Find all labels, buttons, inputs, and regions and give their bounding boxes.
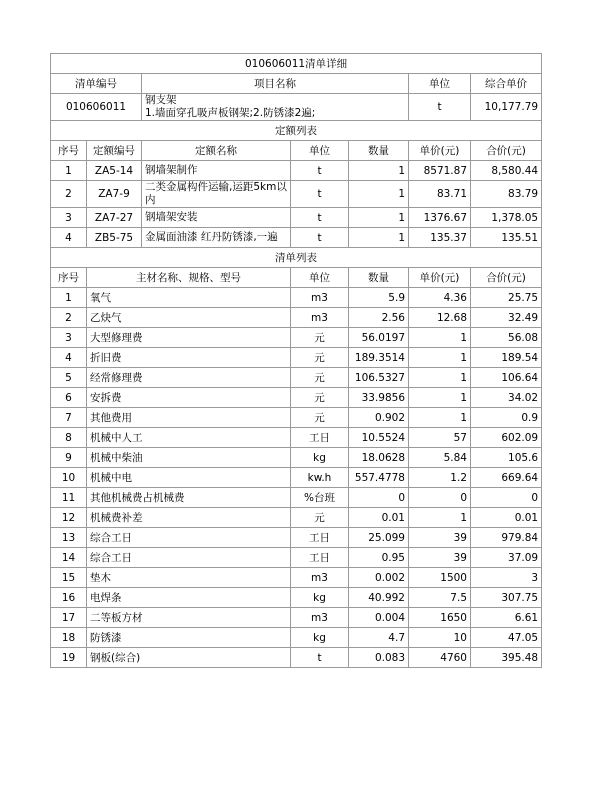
material-qty: 0.902 (349, 408, 409, 428)
material-qty: 0.004 (349, 608, 409, 628)
name-header: 项目名称 (142, 74, 409, 94)
material-unit: 元 (291, 348, 349, 368)
page-title: 010606011清单详细 (51, 54, 542, 74)
material-total: 56.08 (471, 328, 542, 348)
material-total: 189.54 (471, 348, 542, 368)
material-name: 其他机械费占机械费 (87, 488, 291, 508)
material-seq: 10 (51, 468, 87, 488)
quota-name: 二类金属构件运输,运距5km以内 (142, 181, 291, 208)
material-name: 防锈漆 (87, 628, 291, 648)
quota-code: ZA7-9 (87, 181, 142, 208)
material-total: 395.48 (471, 648, 542, 668)
material-qty: 40.992 (349, 588, 409, 608)
material-unit: 元 (291, 408, 349, 428)
material-unit-price: 4.36 (409, 288, 471, 308)
mat-qty-header: 数量 (349, 268, 409, 288)
material-qty: 0.01 (349, 508, 409, 528)
item-name-line2: 1.墙面穿孔吸声板钢架;2.防锈漆2遍; (145, 107, 316, 119)
item-code: 010606011 (51, 94, 142, 121)
material-unit-price: 39 (409, 528, 471, 548)
quota-unit-price: 135.37 (409, 228, 471, 248)
material-seq: 2 (51, 308, 87, 328)
quota-unit: t (291, 161, 349, 181)
mat-name-header: 主材名称、规格、型号 (87, 268, 291, 288)
material-total: 25.75 (471, 288, 542, 308)
material-row (51, 488, 542, 508)
material-qty: 189.3514 (349, 348, 409, 368)
material-total: 34.02 (471, 388, 542, 408)
material-unit: m3 (291, 308, 349, 328)
quota-unit-price: 83.71 (409, 181, 471, 208)
quota-row (51, 161, 542, 181)
quota-code: ZA5-14 (87, 161, 142, 181)
material-total: 307.75 (471, 588, 542, 608)
material-row (51, 648, 542, 668)
material-qty: 106.5327 (349, 368, 409, 388)
quota-unit-header: 单位 (291, 141, 349, 161)
quota-name: 钢墙架制作 (142, 161, 291, 181)
material-qty: 557.4778 (349, 468, 409, 488)
material-name: 机械中人工 (87, 428, 291, 448)
material-qty: 0.083 (349, 648, 409, 668)
material-row (51, 528, 542, 548)
material-row (51, 288, 542, 308)
material-total: 3 (471, 568, 542, 588)
material-seq: 5 (51, 368, 87, 388)
material-unit-price: 1 (409, 368, 471, 388)
material-unit-price: 4760 (409, 648, 471, 668)
quota-code: ZB5-75 (87, 228, 142, 248)
quota-total-header: 合价(元) (471, 141, 542, 161)
quota-seq-header: 序号 (51, 141, 87, 161)
material-unit-price: 7.5 (409, 588, 471, 608)
material-name: 综合工日 (87, 528, 291, 548)
material-qty: 5.9 (349, 288, 409, 308)
material-total: 32.49 (471, 308, 542, 328)
material-unit-price: 1 (409, 408, 471, 428)
material-unit-price: 1 (409, 508, 471, 528)
material-seq: 9 (51, 448, 87, 468)
material-seq: 19 (51, 648, 87, 668)
quota-unit-price: 1376.67 (409, 208, 471, 228)
material-qty: 0.002 (349, 568, 409, 588)
material-name: 安拆费 (87, 388, 291, 408)
material-row (51, 508, 542, 528)
quota-unit-price-header: 单价(元) (409, 141, 471, 161)
material-seq: 1 (51, 288, 87, 308)
material-seq: 7 (51, 408, 87, 428)
quota-qty: 1 (349, 228, 409, 248)
material-unit: 工日 (291, 548, 349, 568)
material-total: 105.6 (471, 448, 542, 468)
material-unit: kg (291, 448, 349, 468)
material-unit: 元 (291, 368, 349, 388)
quota-seq: 4 (51, 228, 87, 248)
material-seq: 12 (51, 508, 87, 528)
material-qty: 33.9856 (349, 388, 409, 408)
material-name: 经常修理费 (87, 368, 291, 388)
material-seq: 8 (51, 428, 87, 448)
mat-unit-price-header: 单价(元) (409, 268, 471, 288)
material-name: 电焊条 (87, 588, 291, 608)
material-name: 二等板方材 (87, 608, 291, 628)
material-name: 垫木 (87, 568, 291, 588)
quota-qty-header: 数量 (349, 141, 409, 161)
mat-total-header: 合价(元) (471, 268, 542, 288)
material-total: 37.09 (471, 548, 542, 568)
quota-total: 135.51 (471, 228, 542, 248)
material-unit: %台班 (291, 488, 349, 508)
material-unit-price: 1500 (409, 568, 471, 588)
material-unit-price: 12.68 (409, 308, 471, 328)
item-name-line1: 钢支架 (145, 94, 177, 106)
material-seq: 11 (51, 488, 87, 508)
material-row (51, 368, 542, 388)
material-seq: 13 (51, 528, 87, 548)
material-row (51, 308, 542, 328)
item-name (142, 94, 409, 121)
material-total: 0.9 (471, 408, 542, 428)
material-name: 机械中柴油 (87, 448, 291, 468)
material-row (51, 388, 542, 408)
quota-row (51, 181, 542, 208)
material-seq: 16 (51, 588, 87, 608)
quota-unit: t (291, 208, 349, 228)
quota-section-title: 定额列表 (51, 121, 542, 141)
material-seq: 14 (51, 548, 87, 568)
bill-detail-table (50, 53, 542, 668)
quota-total: 1,378.05 (471, 208, 542, 228)
material-total: 602.09 (471, 428, 542, 448)
quota-code: ZA7-27 (87, 208, 142, 228)
material-unit: 工日 (291, 528, 349, 548)
material-unit: kg (291, 628, 349, 648)
material-row (51, 548, 542, 568)
material-row (51, 588, 542, 608)
price-header: 综合单价 (471, 74, 542, 94)
material-unit: 元 (291, 328, 349, 348)
material-name: 钢板(综合) (87, 648, 291, 668)
material-name: 综合工日 (87, 548, 291, 568)
material-seq: 4 (51, 348, 87, 368)
material-seq: 18 (51, 628, 87, 648)
material-qty: 2.56 (349, 308, 409, 328)
material-total: 106.64 (471, 368, 542, 388)
material-seq: 6 (51, 388, 87, 408)
material-row (51, 568, 542, 588)
quota-seq: 1 (51, 161, 87, 181)
quota-total: 83.79 (471, 181, 542, 208)
material-unit: m3 (291, 568, 349, 588)
material-qty: 56.0197 (349, 328, 409, 348)
material-qty: 10.5524 (349, 428, 409, 448)
quota-qty: 1 (349, 208, 409, 228)
quota-unit: t (291, 181, 349, 208)
material-name: 氧气 (87, 288, 291, 308)
material-qty: 0.95 (349, 548, 409, 568)
material-seq: 17 (51, 608, 87, 628)
material-total: 47.05 (471, 628, 542, 648)
material-unit-price: 1 (409, 348, 471, 368)
material-total: 669.64 (471, 468, 542, 488)
code-header: 清单编号 (51, 74, 142, 94)
material-seq: 15 (51, 568, 87, 588)
material-total: 0.01 (471, 508, 542, 528)
material-unit-price: 39 (409, 548, 471, 568)
material-unit: 元 (291, 388, 349, 408)
material-unit: t (291, 648, 349, 668)
material-name: 其他费用 (87, 408, 291, 428)
material-unit: 工日 (291, 428, 349, 448)
material-row (51, 348, 542, 368)
material-qty: 0 (349, 488, 409, 508)
material-unit-price: 1650 (409, 608, 471, 628)
material-unit: kw.h (291, 468, 349, 488)
material-qty: 18.0628 (349, 448, 409, 468)
material-unit-price: 57 (409, 428, 471, 448)
material-row (51, 428, 542, 448)
quota-seq: 3 (51, 208, 87, 228)
material-unit: m3 (291, 608, 349, 628)
mat-seq-header: 序号 (51, 268, 87, 288)
material-row (51, 468, 542, 488)
quota-unit: t (291, 228, 349, 248)
material-unit-price: 1 (409, 328, 471, 348)
material-name: 乙炔气 (87, 308, 291, 328)
quota-row (51, 228, 542, 248)
quota-name-header: 定额名称 (142, 141, 291, 161)
material-name: 机械费补差 (87, 508, 291, 528)
material-unit-price: 0 (409, 488, 471, 508)
material-name: 折旧费 (87, 348, 291, 368)
material-row (51, 608, 542, 628)
material-unit-price: 5.84 (409, 448, 471, 468)
quota-qty: 1 (349, 161, 409, 181)
material-seq: 3 (51, 328, 87, 348)
material-unit-price: 10 (409, 628, 471, 648)
quota-total: 8,580.44 (471, 161, 542, 181)
material-row (51, 448, 542, 468)
material-name: 大型修理费 (87, 328, 291, 348)
materials-section-title: 清单列表 (51, 248, 542, 268)
quota-name: 钢墙架安装 (142, 208, 291, 228)
material-unit-price: 1 (409, 388, 471, 408)
quota-unit-price: 8571.87 (409, 161, 471, 181)
material-qty: 4.7 (349, 628, 409, 648)
material-unit: m3 (291, 288, 349, 308)
material-total: 0 (471, 488, 542, 508)
material-row (51, 328, 542, 348)
item-price: 10,177.79 (471, 94, 542, 121)
mat-unit-header: 单位 (291, 268, 349, 288)
material-row (51, 628, 542, 648)
quota-name: 金属面油漆 红丹防锈漆,一遍 (142, 228, 291, 248)
material-qty: 25.099 (349, 528, 409, 548)
material-name: 机械中电 (87, 468, 291, 488)
material-total: 6.61 (471, 608, 542, 628)
material-unit: 元 (291, 508, 349, 528)
material-unit-price: 1.2 (409, 468, 471, 488)
material-unit: kg (291, 588, 349, 608)
quota-code-header: 定额编号 (87, 141, 142, 161)
material-row (51, 408, 542, 428)
quota-row (51, 208, 542, 228)
quota-seq: 2 (51, 181, 87, 208)
unit-header: 单位 (409, 74, 471, 94)
quota-qty: 1 (349, 181, 409, 208)
item-unit: t (409, 94, 471, 121)
material-total: 979.84 (471, 528, 542, 548)
